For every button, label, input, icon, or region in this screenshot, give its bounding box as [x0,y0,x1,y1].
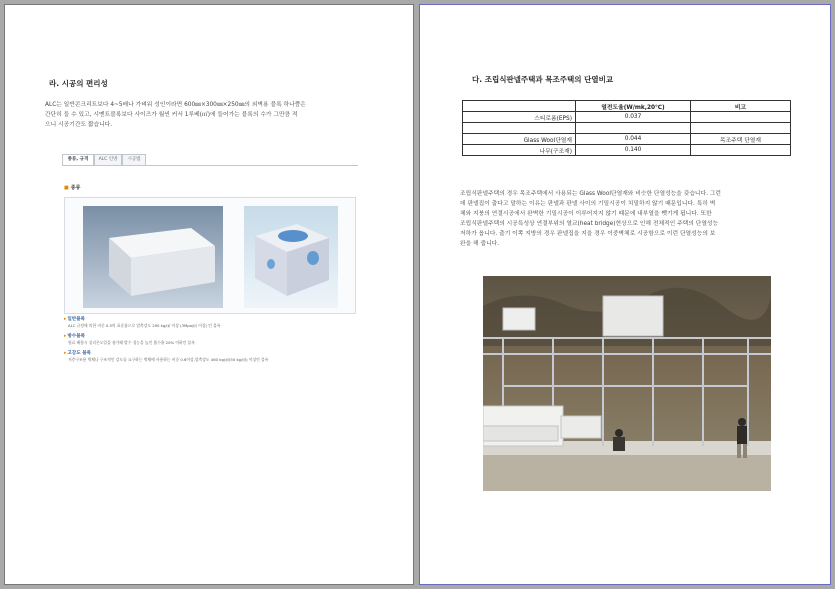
paragraph-line: 데 판넬집이 춥다고 말하는 이유는 판넬과 판넬 사이의 기밀시공이 치밀하지 않기 때문입니다. 특히 벽 [460,201,716,207]
arrow-icon: ▸ [64,334,67,339]
paragraph-line: 으니 시공기간도 짧습니다. [45,122,113,128]
paragraph-line: 조립식판넬주택의 경우 목조주택에서 사용되는 Glass Wool단열재와 비슷한 단열성능을 갖습니다. 그런 [460,191,722,197]
document-page-right [419,4,831,585]
water-drop-icon [278,230,308,242]
table-row [463,123,791,134]
paragraph-line: ALC는 일반콘크리트보다 4~5배나 가벼워 성인이라면 600㎜×300㎜×250㎜의 외벽용 블록 하나쯤은 [45,102,306,108]
table-row [463,134,791,145]
table-cell [691,145,791,156]
table-cell: 0.140 [576,145,691,156]
table-cell [576,123,691,134]
paragraph-line: 간단히 들 수 있고, 시멘트블록보다 사이즈가 월씬 커서 1루베(㎥)에 들어가는 블록의 수가 그만큼 적 [45,112,298,118]
stacked-panel [603,296,663,336]
paragraph-line: 체와 지붕의 연결시공에서 완벽한 기밀시공이 이루어지지 않기 때문에 내부열을 뺏기게 됩니다. 또한 [460,211,712,217]
construction-site-photo [483,276,771,491]
block-description: 저층구조용 벽체나 구조적인 강도를 요구하는 벽체에 사용하는 비중 0.6이상,압축강도 460 kg/㎠(50 kg/㎡) 이상인 블록 [68,357,269,362]
table-cell: 스티로폼(EPS) [463,112,576,123]
thermal-conductivity-table [462,100,791,156]
section-heading: 다. 조립식판넬주택과 목조주택의 단열비교 [472,75,614,84]
catalog-tab-bar [62,153,358,166]
wall-panel [561,416,601,438]
document-page-left [4,4,414,585]
water-drop-icon [267,259,275,269]
table-row [463,112,791,123]
alc-block-images [65,198,355,313]
table-cell [691,112,791,123]
table-cell: 0.044 [576,134,691,145]
table-cell: Glass Wool단열재 [463,134,576,145]
list-item [64,316,354,329]
body-paragraph [45,100,379,130]
table-header-cell: 열전도율(W/mk,20℃) [576,101,691,112]
block-name: ▸일반블록 [64,317,86,322]
block-name: ▸고강도 블록 [64,351,92,356]
arrow-icon: ▸ [64,317,67,322]
table-cell [463,123,576,134]
list-item [64,350,354,363]
section-heading: 라. 시공의 편리성 [49,79,108,88]
tab-alc-lintel[interactable]: ALC 인방 [94,154,122,165]
product-catalog-panel [62,153,358,375]
arrow-icon: ▸ [64,351,67,356]
catalog-section-title: ■ 종류 [64,185,81,191]
tab-types-specs[interactable]: 종류, 규격 [62,154,94,165]
bullet-icon: ■ [64,185,69,191]
table-cell: 목조주택 단열재 [691,134,791,145]
table-header-cell [463,101,576,112]
tab-construction[interactable]: 시공법 [122,154,146,165]
table-header-row [463,101,791,112]
table-row [463,145,791,156]
table-cell: 나무(구조재) [463,145,576,156]
paragraph-line: 저하가 옵니다. 춥기 이쪽 지방의 경우 판넬집을 지을 경우 이중벽체로 시공함으로 이런 단열성능의 보 [460,231,716,237]
stacked-panel [503,308,535,330]
table-header-cell: 비고 [691,101,791,112]
list-item [64,333,354,346]
block-description: ALC 규정에 의한 비중 0.5의 표준품으로 압축강도 290 kg/㎠ 이상 (3Mpa/㎡ 이상) 인 블록 [68,323,221,328]
product-image-box [64,197,356,314]
block-name: ▸방수블록 [64,334,86,339]
paragraph-line: 조립식판넬주택의 시공특성상 연결부위의 열교(heat bridge)현상으로 인해 전체적인 주택의 단열성능 [460,221,719,227]
table-cell: 0.037 [576,112,691,123]
body-paragraph [460,189,794,249]
paragraph-line: 완을 해 줍니다. [460,241,500,247]
water-drop-icon [307,251,319,265]
panel-stack [483,426,558,441]
block-description: 원료 배합시 실리콘오일을 첨가해 발수 성능을 높인 흡수율 20% 이하인 블록 [68,340,195,345]
block-type-list [64,316,354,367]
table-cell [691,123,791,134]
